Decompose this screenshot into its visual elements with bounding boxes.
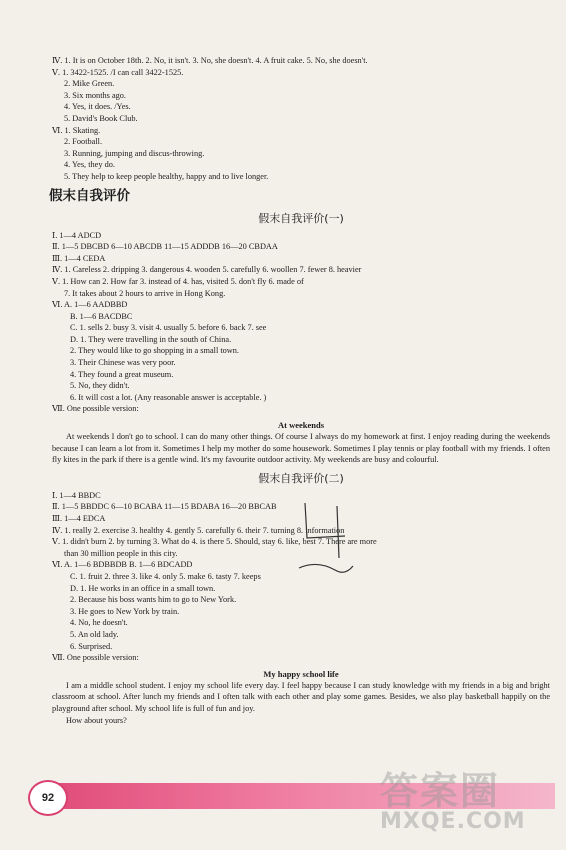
answer-line: 2. Because his boss wants him to go to New York. xyxy=(70,595,237,605)
answer-line: Ⅵ. A. 1—6 BDBBDB B. 1—6 BDCADD xyxy=(52,560,193,570)
answer-line: Ⅵ. A. 1—6 AADBBD xyxy=(52,300,128,310)
answer-line: Ⅵ. 1. Skating. xyxy=(52,125,101,135)
answer-line: 4. Yes, they do. xyxy=(64,160,115,170)
answer-line: 6. Surprised. xyxy=(70,641,113,651)
answer-line: than 30 million people in this city. xyxy=(64,548,178,558)
answer-line: 5. An old lady. xyxy=(70,629,119,639)
essay-paragraph: At weekends I don't go to school. I can do many other things. Of course I always do my homework at first. I enjoy reading during the weekends because I can learn a lot from it. Sometimes I help my mother do some housework. Sometimes I play tennis or play football with my friends. I often fly kites in the park if there is a gentle wind. It's my favourite outdoor activity. My weekends are busy and colourful. xyxy=(52,432,550,465)
answer-line: Ⅴ. 1. How can 2. How far 3. instead of 4. has, visited 5. don't fly 6. made of xyxy=(52,276,304,286)
answer-line: Ⅳ. 1. Careless 2. dripping 3. dangerous 4. wooden 5. carefully 6. woollen 7. fewer 8. heavier xyxy=(52,265,362,275)
answer-line: C. 1. sells 2. busy 3. visit 4. usually 5. before 6. back 7. see xyxy=(70,323,267,333)
essay-closing: How about yours? xyxy=(66,715,127,725)
answer-line: 5. No, they didn't. xyxy=(70,381,130,391)
watermark-url-text: MXQE.COM xyxy=(380,809,526,834)
essay-title: At weekends xyxy=(277,420,325,431)
watermark-logo-text: 答案圈 xyxy=(380,769,501,813)
answer-line: D. 1. He works in an office in a small town. xyxy=(70,583,216,593)
answer-line: Ⅴ. 1. 3422-1525. /I can call 3422-1525. xyxy=(52,67,184,77)
answer-line: Ⅲ. 1—4 CEDA xyxy=(52,253,106,263)
test-1-title: 假末自我评价(一) xyxy=(258,211,344,225)
essay-title: My happy school life xyxy=(263,668,339,679)
top-answers xyxy=(52,55,550,183)
answer-line: 3. Their Chinese was very poor. xyxy=(70,358,176,368)
answer-line: 3. Running, jumping and discus-throwing. xyxy=(64,148,205,158)
answer-content xyxy=(49,55,550,726)
answer-line: 4. No, he doesn't. xyxy=(70,618,128,628)
answer-line: 3. Six months ago. xyxy=(64,90,126,100)
answer-line: 2. Football. xyxy=(64,137,103,147)
answer-line: Ⅳ. 1. really 2. exercise 3. healthy 4. gently 5. carefully 6. their 7. turning 8. information xyxy=(52,525,345,535)
answer-line: Ⅰ. 1—4 BBDC xyxy=(52,490,101,500)
answer-line: Ⅶ. One possible version: xyxy=(52,653,139,663)
answer-line: Ⅱ. 1—5 DBCBD 6—10 ABCDB 11—15 ADDDB 16—20 CBDAA xyxy=(52,242,278,252)
answer-line: Ⅳ. 1. It is on October 18th. 2. No, it isn't. 3. No, she doesn't. 4. A fruit cake. 5. No, she doesn't. xyxy=(52,56,368,65)
pencil-scribble xyxy=(297,498,357,588)
answer-line: D. 1. They were travelling in the south of China. xyxy=(70,334,232,344)
answer-line: B. 1—6 BACDBC xyxy=(70,311,133,321)
answer-line: 3. He goes to New York by train. xyxy=(70,606,180,616)
answer-line: 4. They found a great museum. xyxy=(70,369,174,379)
answer-line: 5. They help to keep people healthy, happy and to live longer. xyxy=(64,171,269,181)
answer-line: Ⅲ. 1—4 EDCA xyxy=(52,514,106,523)
test-1 xyxy=(52,210,550,466)
answer-line: Ⅶ. One possible version: xyxy=(52,404,139,414)
answer-line: Ⅴ. 1. didn't burn 2. by turning 3. What do 4. is there 5. Should, stay 6. like, best 7. There are more xyxy=(52,537,377,547)
answer-line: Ⅰ. 1—4 ADCD xyxy=(52,230,102,240)
answer-line: Ⅱ. 1—5 BBDDC 6—10 BCABA 11—15 BDABA 16—20 BBCAB xyxy=(52,502,277,512)
answer-line: C. 1. fruit 2. three 3. like 4. only 5. make 6. tasty 7. keeps xyxy=(70,571,261,581)
section-heading: 假末自我评价 xyxy=(49,187,130,204)
answer-line: 2. They would like to go shopping in a small town. xyxy=(70,346,240,356)
answer-line: 7. It takes about 2 hours to arrive in Hong Kong. xyxy=(64,288,226,298)
answer-line: 2. Mike Green. xyxy=(64,79,115,89)
answer-line: 5. David's Book Club. xyxy=(64,113,138,123)
page-number: 92 xyxy=(28,780,68,816)
essay-paragraph: I am a middle school student. I enjoy my school life every day. I feel happy because I can study knowledge with my friends in a big and bright classroom at school. After lunch my friends and I often talk with each other and play some games. Besides, we also play basketball happily on the playground after school. My school life is full of fun and joy. xyxy=(52,680,550,713)
footer-band xyxy=(40,783,555,809)
answer-line: 4. Yes, it does. /Yes. xyxy=(64,102,131,112)
test-2-title: 假末自我评价(二) xyxy=(258,471,344,485)
answer-line: 6. It will cost a lot. (Any reasonable answer is acceptable. ) xyxy=(70,392,267,402)
